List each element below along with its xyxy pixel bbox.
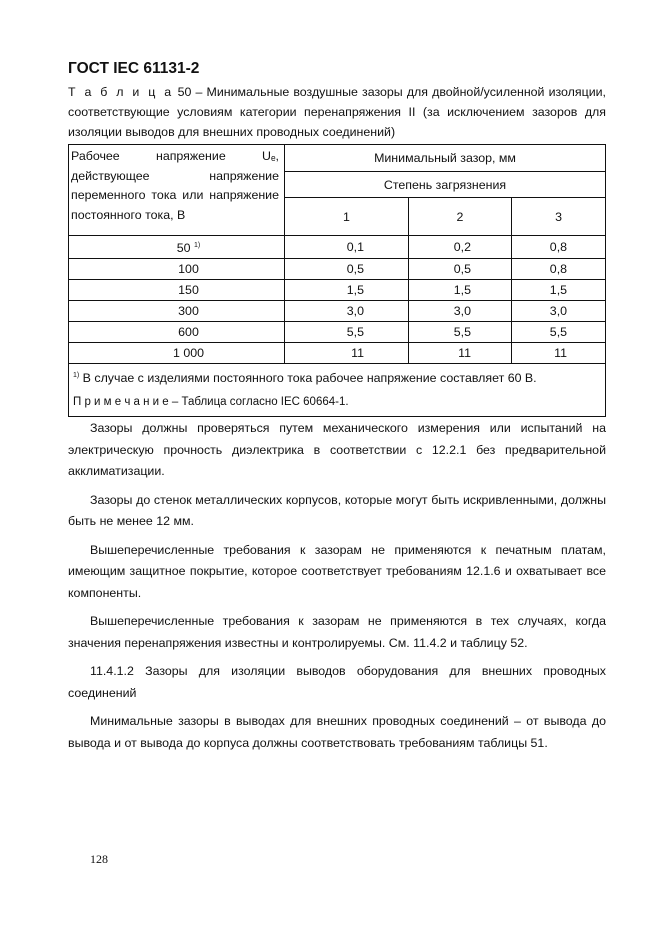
standard-title: ГОСТ IEC 61131-2 xyxy=(68,60,200,77)
note-text: – Таблица согласно IEC 60664-1. xyxy=(168,396,349,408)
min-clearance-header: Минимальный зазор, мм xyxy=(285,145,606,172)
body-text xyxy=(68,418,606,761)
clearance-cell: 1,5 xyxy=(285,280,409,301)
clearance-cell: 0,8 xyxy=(512,236,606,259)
table-row xyxy=(69,259,606,280)
table-caption-text: 50 – Минимальные воздушные зазоры для двойной/усиленной изоляции, соответствующие условиям категории перенапряжения II (за исключением зазоров для изоляции выводов для внешних проводных соединений) xyxy=(68,85,606,139)
clearance-cell: 11 xyxy=(512,343,606,364)
page-number: 128 xyxy=(90,852,108,866)
voltage-cell: 50 xyxy=(176,241,191,255)
table-row xyxy=(69,322,606,343)
clearance-cell: 3,0 xyxy=(409,301,512,322)
table-row xyxy=(69,280,606,301)
clearance-cell: 3,0 xyxy=(512,301,606,322)
footnote-mark: 1) xyxy=(73,372,80,379)
voltage-cell: 150 xyxy=(69,280,285,301)
clearance-cell: 0,2 xyxy=(409,236,512,259)
note-label: П р и м е ч а н и е xyxy=(73,396,169,408)
voltage-cell: 300 xyxy=(69,301,285,322)
clearance-cell: 11 xyxy=(409,343,512,364)
voltage-cell: 100 xyxy=(69,259,285,280)
clearance-cell: 3,0 xyxy=(285,301,409,322)
table-footnote-row xyxy=(69,364,606,417)
clearance-cell: 0,8 xyxy=(512,259,606,280)
clearance-cell: 11 xyxy=(285,343,409,364)
table-caption-label: Т а б л и ц а xyxy=(68,85,174,99)
clearance-cell: 5,5 xyxy=(409,322,512,343)
table-row xyxy=(69,301,606,322)
table-row xyxy=(69,343,606,364)
paragraph: Вышеперечисленные требования к зазорам не применяются в тех случаях, когда значения перенапряжения известны и контролируемы. См. 11.4.2 и таблицу 52. xyxy=(68,614,606,650)
clearance-cell: 0,5 xyxy=(409,259,512,280)
paragraph: Вышеперечисленные требования к зазорам не применяются к печатным платам, имеющим защитное покрытие, которое соответствует требованиям 12.1.6 и охватывает все компоненты. xyxy=(68,542,606,600)
voltage-cell: 1 000 xyxy=(69,343,285,364)
table-caption xyxy=(68,82,606,142)
footnote-text: В случае с изделиями постоянного тока рабочее напряжение составляет 60 В. xyxy=(79,371,537,385)
voltage-column-header: Рабочее напряжение Uₑ, действующее напряжение переменного тока или напряжение постоянного тока, В xyxy=(69,145,285,236)
paragraph: Зазоры должны проверяться путем механического измерения или испытаний на электрическую прочность диэлектрика в соответствии с 12.2.1 без предварительной акклиматизации. xyxy=(68,421,606,478)
paragraph: Минимальные зазоры в выводах для внешних проводных соединений – от вывода до вывода и от вывода до корпуса должны соответствовать требованиям таблицы 51. xyxy=(68,714,606,750)
table-footnote xyxy=(73,365,601,389)
clearance-cell: 1,5 xyxy=(512,280,606,301)
clearance-cell: 5,5 xyxy=(512,322,606,343)
degree-2-header: 2 xyxy=(409,198,512,236)
degree-1-header: 1 xyxy=(285,198,409,236)
degree-3-header: 3 xyxy=(512,198,606,236)
voltage-cell: 600 xyxy=(69,322,285,343)
table-row xyxy=(69,236,606,259)
pollution-degree-header: Степень загрязнения xyxy=(285,172,606,198)
clearance-cell: 5,5 xyxy=(285,322,409,343)
clearance-cell: 0,1 xyxy=(285,236,409,259)
clearance-cell: 1,5 xyxy=(409,280,512,301)
clearance-cell: 0,5 xyxy=(285,259,409,280)
footnote-ref: 1) xyxy=(194,242,201,249)
clearance-table xyxy=(68,144,606,417)
paragraph: Зазоры до стенок металлических корпусов, которые могут быть искривленными, должны быть не менее 12 мм. xyxy=(68,492,606,528)
section-heading: 11.4.1.2 Зазоры для изоляции выводов оборудования для внешних проводных соединений xyxy=(68,664,606,700)
table-note xyxy=(73,389,601,415)
